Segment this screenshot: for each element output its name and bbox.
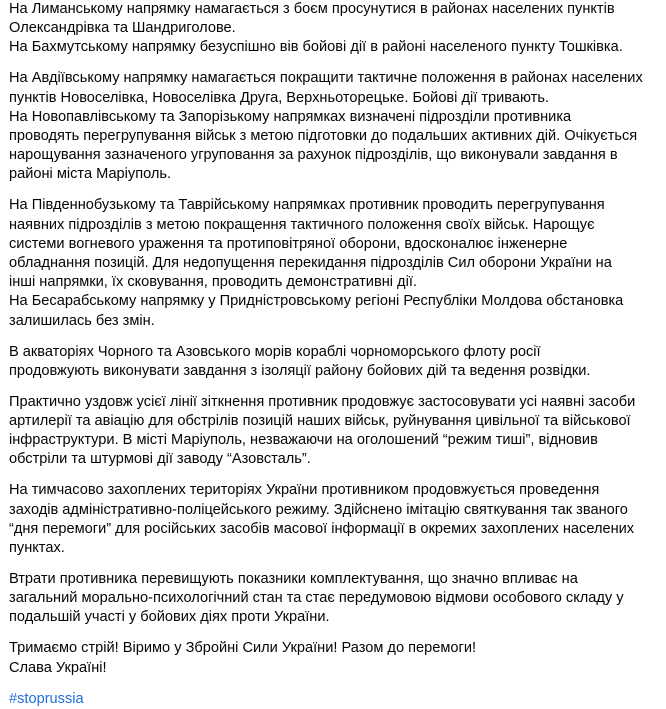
text-line: На Бесарабському напрямку у Придністровському регіоні Республіки Молдова обстановка <box>9 293 624 310</box>
text-line: пунктах. <box>9 540 65 557</box>
paragraph <box>9 393 657 470</box>
text-line: артилерії та авіацію для обстрілів позицій наших військ, руйнування цивільної та військової <box>9 413 631 430</box>
text-line: обладнання позицій. Для недопущення перекидання підрозділів Сил оборони України на <box>9 255 612 272</box>
text-line: інфраструктури. В місті Маріуполь, незважаючи на оголошений “режим тиші”, відновив <box>9 432 598 449</box>
hashtag-row <box>9 690 657 709</box>
text-line: загальний морально-психологічний стан та стає передумовою відмови особового складу у <box>9 590 624 607</box>
text-line: районі міста Маріуполь. <box>9 166 172 183</box>
text-line: пунктів Новоселівка, Новоселівка Друга, Верхньоторецьке. Бойові дії тривають. <box>9 89 549 106</box>
text-line: обстріли та штурмові дії заводу “Азовсталь”. <box>9 451 311 468</box>
text-line: проводять перегрупування військ з метою підготовки до подальших активних дій. Очікується <box>9 128 638 145</box>
paragraph <box>9 196 657 330</box>
paragraph <box>9 570 657 628</box>
paragraph <box>9 639 657 677</box>
text-line: подальшій участі у бойових діях проти України. <box>9 609 330 626</box>
text-line: На Бахмутському напрямку безуспішно вів бойові дії в районі населеного пункту Тошківка. <box>9 39 623 56</box>
text-line: Практично уздовж усієї лінії зіткнення противник продовжує застосовувати усі наявні засоби <box>9 393 636 410</box>
text-line: Втрати противника перевищують показники комплектування, що значно впливає на <box>9 571 578 588</box>
text-line: На Лиманському напрямку намагається з боєм просунутися в районах населених пунктів <box>9 1 615 17</box>
text-line: системи вогневого ураження та протиповітряної оборони, вдосконалює інженерне <box>9 235 568 252</box>
paragraph <box>9 69 657 184</box>
text-line: наявних підрозділів з метою покращення тактичного положення своїх військ. Нарощує <box>9 216 595 233</box>
paragraph <box>9 343 657 381</box>
text-line: На Авдіївському напрямку намагається покращити тактичне положення в районах населених <box>9 70 643 87</box>
hashtag-link[interactable]: #stoprussia <box>9 690 84 707</box>
text-line: нарощування зазначеного угруповання за рахунок підрозділів, що виконували завдання в <box>9 147 618 164</box>
paragraph <box>9 481 657 558</box>
text-line: залишилась без змін. <box>9 312 155 329</box>
text-line: На тимчасово захоплених територіях України противником продовжується проведення <box>9 482 600 499</box>
text-line: На Новопавлівському та Запорізькому напрямках визначені підрозділи противника <box>9 108 572 125</box>
text-line: заходів адміністративно-поліцейського режиму. Здійснено імітацію святкування так званого <box>9 501 628 518</box>
text-line: На Південнобузькому та Таврійському напрямках противник проводить перегрупування <box>9 197 605 214</box>
text-line: продовжують виконувати завдання з ізоляції району бойових дій та ведення розвідки. <box>9 362 591 379</box>
text-line: Олександрівка та Шандриголове. <box>9 20 236 37</box>
text-line: В акваторіях Чорного та Азовського морів кораблі чорноморського флоту росії <box>9 343 541 360</box>
text-line: Тримаємо стрій! Віримо у Збройні Сили України! Разом до перемоги! <box>9 640 477 657</box>
text-line: інші напрямки, їх сковування, проводить демонстративні дії. <box>9 274 417 291</box>
paragraph <box>9 0 657 58</box>
text-line: Слава Україні! <box>9 659 107 676</box>
text-line: “дня перемоги” для російських засобів масової інформації в окремих захоплених населених <box>9 520 635 537</box>
